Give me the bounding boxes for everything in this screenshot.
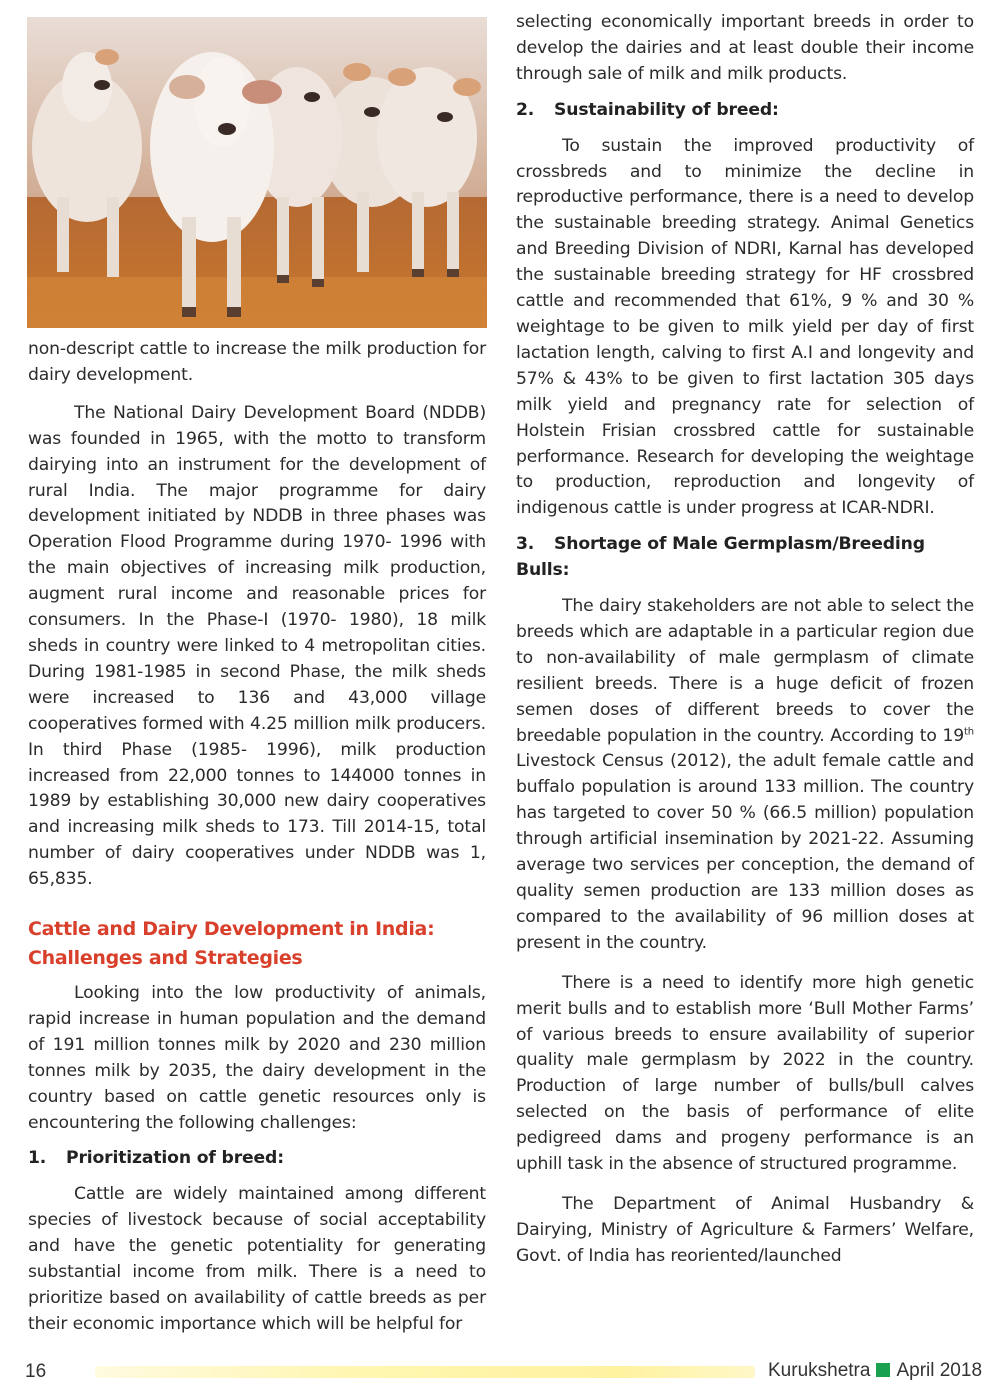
publication-info [768, 1360, 982, 1382]
subheading-number: 1. [28, 1148, 47, 1169]
paragraph-department: The Department of Animal Husbandry & Dairying, Ministry of Agriculture & Farmers’ Welfare, Govt. of India has reoriented/launched [516, 1193, 974, 1266]
subheading-number: 3. [516, 534, 535, 555]
cattle-photo [27, 17, 487, 328]
paragraph-germplasm [516, 594, 974, 957]
issue-date: April 2018 [896, 1360, 983, 1381]
paragraph-intro-tail: non-descript cattle to increase the milk production for dairy development. [28, 339, 486, 385]
paragraph-continuation: selecting economically important breeds in order to develop the dairies and at least double their income through sale of milk and milk products. [516, 12, 974, 84]
section-title-line2: Challenges and Strategies [28, 947, 303, 970]
footer-decorative-bar [95, 1366, 755, 1378]
section-title [28, 915, 486, 973]
page-number: 16 [25, 1361, 47, 1382]
green-square-separator-icon [876, 1363, 890, 1377]
cattle-illustration-icon [27, 17, 487, 328]
subheading-germplasm [516, 532, 974, 584]
subheading-prioritization [28, 1146, 486, 1172]
paragraph-sustainability: To sustain the improved productivity of crossbreds and to minimize the decline in reproductive performance, there is a need to develop the sustainable breeding strategy. Animal Genetics and Breeding Division of NDRI, Karnal has developed the sustainable breeding strategy for HF crossbred cattle and recommended that 61%, 9 % and 30 % weightage to be given to milk yield per day of first lactation length, calving to first A.I and longevity and 57% & 43% to be given to first lactation 305 days milk yield and pregnancy rate for selection of Holstein Frisian crossbred cattle for sustainable performance. Research for developing the weightage to production, reproduction and longevity of indigenous cattle is under progress at ICAR-NDRI. [516, 135, 974, 519]
subheading-text: Sustainability of breed: [554, 99, 779, 120]
paragraph-prioritization: Cattle are widely maintained among different species of livestock because of social acceptability and have the genetic potentiality for generating substantial income from milk. There is a need to prioritize based on availability of cattle breeds as per their economic importance which will be helpful for [28, 1184, 486, 1334]
subheading-sustainability [516, 98, 974, 124]
paragraph-challenges-intro: Looking into the low productivity of animals, rapid increase in human population and the demand of 191 million tonnes milk by 2020 and 230 million tonnes milk by 2035, the dairy development in the country based on cattle genetic resources only is encountering the following challenges: [28, 983, 486, 1133]
paragraph-germplasm-part2: Livestock Census (2012), the adult female cattle and buffalo population is around 133 million. The country has targeted to cover 50 % (66.5 million) population through artificial insemination by 2021-22. Assuming average two services per conception, the demand of quality semen production are 133 million doses as compared to the availability of 96 million doses at present in the country. [516, 751, 974, 953]
subheading-number: 2. [516, 99, 535, 120]
page-footer [0, 1357, 1000, 1387]
paragraph-nddb: The National Dairy Development Board (NDDB) was founded in 1965, with the motto to transform dairying into an instrument for the development of rural India. The major programme for dairy development initiated by NDDB in three phases was Operation Flood Programme during 1970- 1996 with the main objectives of increasing milk production, augment rural income and reasonable prices for consumers. In the Phase-I (1970- 1980), 18 milk sheds in country were linked to 4 metropolitan cities. During 1981-1985 in second Phase, the milk sheds were increased to 136 and 43,000 village cooperatives formed with 4.25 million milk producers. In third Phase (1985- 1996), milk production increased from 22,000 tonnes to 144000 tonnes in 1989 by establishing 30,000 new dairy cooperatives and increasing milk sheds to 173. Till 2014-15, total number of dairy cooperatives under NDDB was 1, 65,835. [28, 402, 486, 890]
left-column [28, 337, 486, 1338]
publication-name: Kurukshetra [768, 1360, 871, 1381]
right-column [516, 10, 974, 1270]
subheading-text: Prioritization of breed: [66, 1148, 284, 1169]
paragraph-germplasm-part1: The dairy stakeholders are not able to select the breeds which are adaptable in a particular region due to non-availability of male germplasm of climate resilient breeds. There is a huge deficit of frozen semen doses of different breeds to cover the breedable population in the country. According to 19 [516, 596, 974, 746]
ordinal-suffix: th [964, 725, 974, 737]
section-title-line1: Cattle and Dairy Development in India: [28, 918, 435, 941]
paragraph-bull-mother-farms: There is a need to identify more high genetic merit bulls and to establish more ‘Bull Mother Farms’ of various breeds to ensure availability of superior quality male germplasm by 2022 in the country. Production of large number of bulls/bull calves selected on the basis of performance of elite pedigreed dams and progeny performance is an uphill task in the absence of structured programme. [516, 972, 974, 1175]
subheading-text: Shortage of Male Germplasm/Breeding Bulls: [516, 534, 925, 581]
